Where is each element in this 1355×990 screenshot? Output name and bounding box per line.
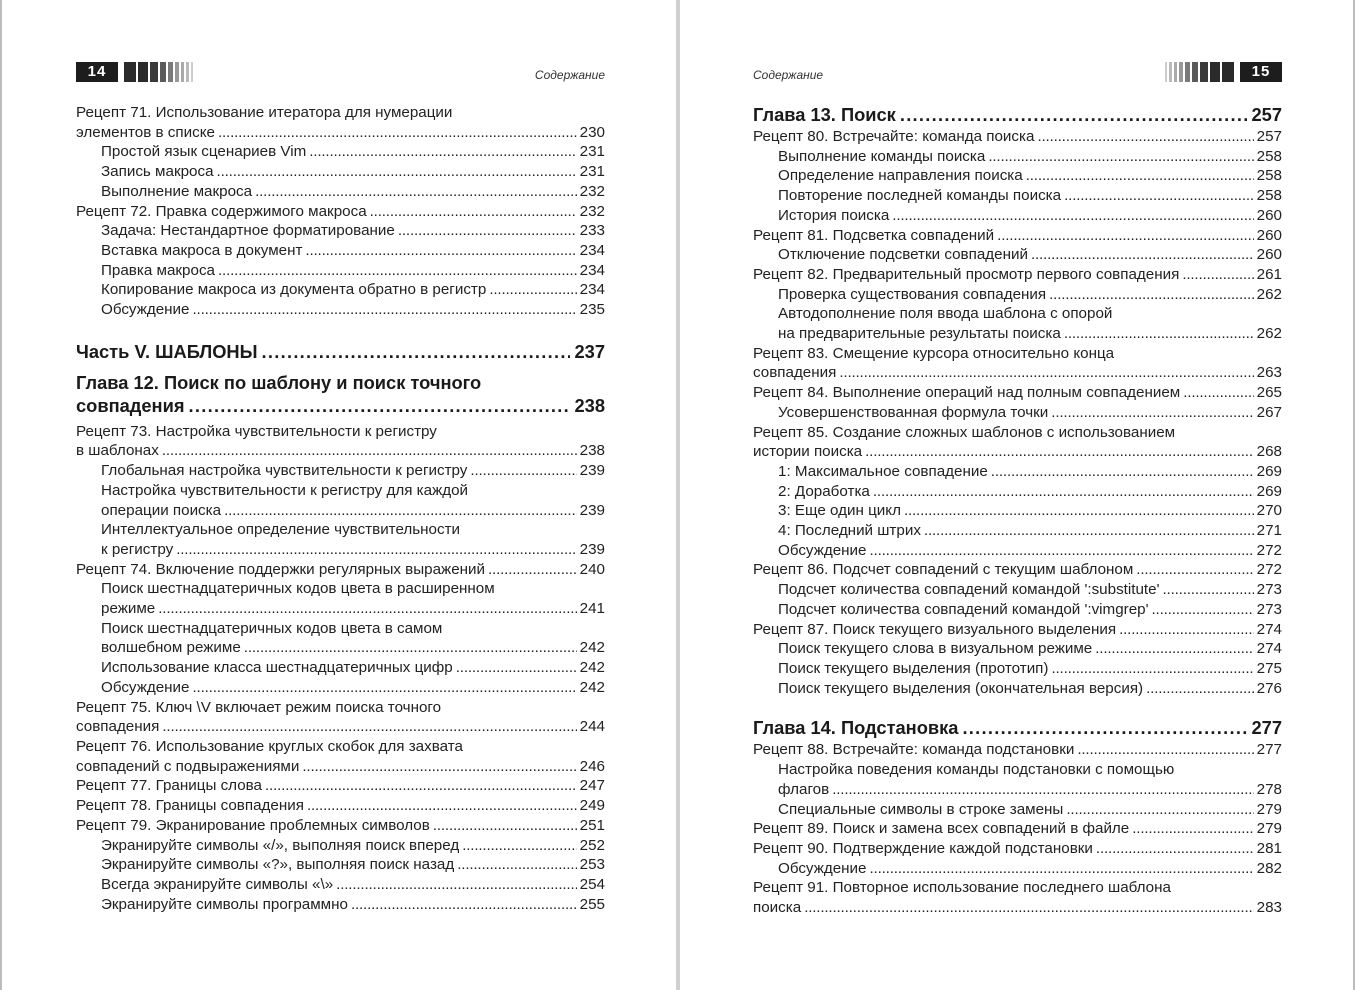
page-header <box>76 62 605 82</box>
page-number: 14 <box>76 62 118 82</box>
entry-title: Усовершенствованная формула точки <box>778 403 1049 421</box>
entry-title: Рецепт 88. Встречайте: команда подстановки <box>753 741 1075 759</box>
dot-leader <box>217 162 577 182</box>
toc-entry <box>753 403 1282 423</box>
entry-title: Обсуждение <box>101 301 190 319</box>
entry-title: История поиска <box>778 206 890 224</box>
toc-entry-line: Рецепт 75. Ключ \V включает режим поиска точного <box>76 698 442 716</box>
entry-title: Глобальная настройка чувствительности к регистру <box>101 462 468 480</box>
entry-title: поиска <box>753 899 802 917</box>
entry-page-number: 233 <box>579 222 605 240</box>
toc-entry <box>76 280 605 300</box>
entry-page-number: 238 <box>579 442 605 460</box>
entry-title: в шаблонах <box>76 442 159 460</box>
entry-title: Рецепт 77. Границы слова <box>76 777 263 795</box>
dot-leader <box>193 678 577 698</box>
entry-page-number: 235 <box>579 301 605 319</box>
entry-title: Отключение подсветки совпадений <box>778 246 1028 264</box>
dot-leader <box>1049 285 1254 305</box>
entry-title: Задача: Нестандартное форматирование <box>101 222 395 240</box>
dot-leader <box>900 103 1248 126</box>
toc-entry <box>753 462 1282 482</box>
entry-title: Рецепт 78. Границы совпадения <box>76 797 304 815</box>
dot-leader <box>218 261 577 281</box>
toc-entry-line: Рецепт 83. Смещение курсора относительно конца <box>753 344 1115 362</box>
dot-leader <box>870 541 1254 561</box>
entry-page-number: 231 <box>579 143 605 161</box>
dot-leader <box>1051 403 1253 423</box>
entry-page-number: 278 <box>1256 780 1282 798</box>
entry-page-number: 249 <box>579 797 605 815</box>
entry-title: Рецепт 80. Встречайте: команда поиска <box>753 128 1035 145</box>
toc-entry-line: Настройка чувствительности к регистру для каждой <box>101 481 469 499</box>
dot-leader <box>1095 639 1253 659</box>
entry-page-number: 237 <box>574 340 605 362</box>
entry-title: Поиск текущего выделения (прототип) <box>778 659 1049 677</box>
entry-title: Вставка макроса в документ <box>101 241 303 259</box>
entry-title: Правка макроса <box>101 261 215 279</box>
entry-title: Копирование макроса из документа обратно в регистр <box>101 281 487 299</box>
toc-entry <box>76 241 605 261</box>
entry-page-number: 240 <box>579 560 605 578</box>
entry-page-number: 241 <box>579 600 605 618</box>
entry-title: Специальные символы в строке замены <box>778 800 1064 818</box>
entry-title: 1: Максимальное совпадение <box>778 462 988 480</box>
toc-entry <box>76 261 605 281</box>
entry-page-number: 239 <box>579 540 605 558</box>
toc-entry <box>76 394 605 417</box>
toc-entry <box>753 501 1282 521</box>
entry-title: Экранируйте символы «/», выполняя поиск вперед <box>101 836 460 854</box>
entry-title: волшебном режиме <box>101 639 241 657</box>
entry-page-number: 239 <box>579 462 605 480</box>
toc-entry <box>753 800 1282 820</box>
toc-entry <box>76 300 605 320</box>
header-stripes <box>1163 62 1234 82</box>
entry-title: Выполнение команды поиска <box>778 147 986 165</box>
entry-page-number: 257 <box>1251 104 1282 125</box>
table-of-contents <box>76 103 605 914</box>
toc-entry <box>76 658 605 678</box>
toc-entry <box>753 206 1282 226</box>
dot-leader <box>839 363 1253 383</box>
entry-page-number: 252 <box>579 836 605 854</box>
toc-entry <box>753 324 1282 344</box>
entry-title: Рецепт 81. Подсветка совпадений <box>753 226 995 244</box>
table-of-contents <box>753 103 1282 918</box>
toc-entry <box>753 740 1282 760</box>
toc-entry-line: Рецепт 71. Использование итератора для нумерации <box>76 104 453 121</box>
entry-page-number: 269 <box>1256 462 1282 480</box>
toc-entry <box>753 226 1282 246</box>
toc-entry <box>76 501 605 521</box>
entry-page-number: 255 <box>579 895 605 913</box>
entry-page-number: 262 <box>1256 325 1282 343</box>
toc-entry <box>753 780 1282 800</box>
entry-title: Запись макроса <box>101 163 214 181</box>
toc-entry <box>76 717 605 737</box>
entry-title: Повторение последней команды поиска <box>778 187 1062 205</box>
entry-title: на предварительные результаты поиска <box>778 325 1061 343</box>
dot-leader <box>255 182 577 202</box>
entry-page-number: 265 <box>1256 384 1282 402</box>
entry-title: Выполнение макроса <box>101 182 253 200</box>
entry-page-number: 234 <box>579 241 605 259</box>
toc-entry <box>76 796 605 816</box>
toc-entry-line: Настройка поведения команды подстановки с помощью <box>778 761 1175 779</box>
chapter-heading <box>753 103 1282 126</box>
chapter-heading <box>753 716 1282 739</box>
entry-page-number: 238 <box>574 394 605 416</box>
entry-page-number: 257 <box>1256 128 1282 145</box>
toc-entry <box>753 521 1282 541</box>
dot-leader <box>162 441 577 461</box>
entry-page-number: 260 <box>1256 226 1282 244</box>
dot-leader <box>351 895 577 915</box>
toc-entry <box>76 776 605 796</box>
toc-entry <box>753 442 1282 462</box>
entry-title: Рецепт 82. Предварительный просмотр первого совпадения <box>753 265 1180 283</box>
entry-title: Обсуждение <box>778 859 867 877</box>
toc-entry <box>753 363 1282 383</box>
toc-entry <box>753 600 1282 620</box>
entry-page-number: 234 <box>579 261 605 279</box>
dot-leader <box>302 757 576 777</box>
toc-entry <box>76 461 605 481</box>
toc-entry <box>753 127 1282 147</box>
toc-entry-line: Рецепт 85. Создание сложных шаблонов с использованием <box>753 423 1176 441</box>
toc-entry <box>753 285 1282 305</box>
toc-entry <box>753 166 1282 186</box>
entry-title: режиме <box>101 600 156 618</box>
dot-leader <box>370 202 577 222</box>
toc-entry <box>76 441 605 461</box>
entry-title: к регистру <box>101 540 174 558</box>
toc-entry <box>753 482 1282 502</box>
toc-entry <box>753 620 1282 640</box>
entry-page-number: 232 <box>579 202 605 220</box>
entry-title: флагов <box>778 780 830 798</box>
entry-title: Рецепт 72. Правка содержимого макроса <box>76 202 367 220</box>
toc-entry <box>753 560 1282 580</box>
toc-entry-line: Рецепт 91. Повторное использование последнего шаблона <box>753 879 1171 897</box>
toc-entry <box>76 836 605 856</box>
toc-entry <box>753 898 1282 918</box>
dot-leader <box>904 501 1254 521</box>
entry-page-number: 253 <box>579 856 605 874</box>
dot-leader <box>1182 265 1253 285</box>
toc-entry <box>76 142 605 162</box>
dot-leader <box>1136 560 1253 580</box>
entry-page-number: 242 <box>579 678 605 696</box>
entry-title: Всегда экранируйте символы «\» <box>101 875 334 893</box>
entry-title: Обсуждение <box>778 541 867 559</box>
entry-title: Рецепт 84. Выполнение операций над полным совпадением <box>753 384 1181 402</box>
dot-leader <box>262 340 571 363</box>
entry-page-number: 276 <box>1256 679 1282 697</box>
toc-entry <box>76 599 605 619</box>
toc-entry <box>76 560 605 580</box>
dot-leader <box>488 560 577 580</box>
toc-entry <box>76 757 605 777</box>
entry-page-number: 274 <box>1256 640 1282 658</box>
entry-title: Рецепт 87. Поиск текущего визуального выделения <box>753 620 1117 638</box>
entry-page-number: 273 <box>1256 600 1282 618</box>
entry-title: Экранируйте символы «?», выполняя поиск назад <box>101 856 455 874</box>
entry-page-number: 274 <box>1256 620 1282 638</box>
dot-leader <box>892 206 1253 226</box>
entry-title: Простой язык сценариев Vim <box>101 143 307 161</box>
entry-page-number: 258 <box>1256 167 1282 185</box>
entry-page-number: 279 <box>1256 820 1282 838</box>
toc-entry <box>753 186 1282 206</box>
entry-page-number: 258 <box>1256 187 1282 205</box>
entry-title: операции поиска <box>101 501 222 519</box>
entry-page-number: 277 <box>1251 717 1282 739</box>
dot-leader <box>865 442 1254 462</box>
dot-leader <box>988 147 1253 167</box>
dot-leader <box>924 521 1254 541</box>
entry-page-number: 271 <box>1256 522 1282 540</box>
toc-entry <box>76 816 605 836</box>
dot-leader <box>873 482 1254 502</box>
entry-title: Рецепт 86. Подсчет совпадений с текущим шаблоном <box>753 561 1134 579</box>
dot-leader <box>218 123 577 143</box>
entry-page-number: 263 <box>1256 364 1282 382</box>
entry-title: Рецепт 79. Экранирование проблемных символов <box>76 816 430 834</box>
dot-leader <box>1096 839 1254 859</box>
dot-leader <box>1183 383 1253 403</box>
toc-entry <box>753 819 1282 839</box>
entry-title: 4: Последний штрих <box>778 522 921 540</box>
entry-page-number: 262 <box>1256 285 1282 303</box>
dot-leader <box>307 796 577 816</box>
dot-leader <box>336 875 576 895</box>
toc-entry <box>76 540 605 560</box>
entry-page-number: 281 <box>1256 839 1282 857</box>
entry-title: элементов в списке <box>76 123 215 141</box>
chapter-heading-line: Глава 12. Поиск по шаблону и поиск точного <box>76 371 482 393</box>
entry-page-number: 273 <box>1256 581 1282 599</box>
toc-entry <box>76 202 605 222</box>
entry-page-number: 272 <box>1256 561 1282 579</box>
dot-leader <box>962 716 1247 739</box>
toc-entry <box>753 659 1282 679</box>
entry-page-number: 277 <box>1256 741 1282 759</box>
dot-leader <box>1119 620 1254 640</box>
entry-page-number: 261 <box>1256 265 1282 283</box>
entry-page-number: 234 <box>579 281 605 299</box>
dot-leader <box>489 280 576 300</box>
entry-title: 2: Доработка <box>778 482 870 500</box>
dot-leader <box>305 241 576 261</box>
dot-leader <box>244 638 577 658</box>
dot-leader <box>1064 324 1254 344</box>
entry-page-number: 232 <box>579 182 605 200</box>
entry-title: Рецепт 74. Включение поддержки регулярных выражений <box>76 560 486 578</box>
dot-leader <box>470 461 576 481</box>
toc-entry-line: Поиск шестнадцатеричных кодов цвета в самом <box>101 619 443 637</box>
dot-leader <box>462 836 576 856</box>
toc-entry <box>76 638 605 658</box>
dot-leader <box>309 142 576 162</box>
entry-page-number: 247 <box>579 777 605 795</box>
dot-leader <box>224 501 577 521</box>
page-edge <box>0 0 2 990</box>
dot-leader <box>1026 166 1254 186</box>
part-heading <box>76 340 605 363</box>
entry-title: Глава 14. Подстановка <box>753 717 959 739</box>
entry-page-number: 230 <box>579 123 605 141</box>
entry-page-number: 268 <box>1256 443 1282 461</box>
dot-leader <box>804 898 1253 918</box>
entry-title: Определение направления поиска <box>778 167 1023 185</box>
entry-page-number: 254 <box>579 875 605 893</box>
dot-leader <box>193 300 577 320</box>
dot-leader <box>1163 580 1254 600</box>
entry-title: Часть V. ШАБЛОНЫ <box>76 340 258 362</box>
dot-leader <box>997 226 1254 246</box>
toc-entry-line: Интеллектуальное определение чувствительности <box>101 521 461 539</box>
entry-title: совпадения <box>76 394 185 416</box>
toc-entry <box>753 265 1282 285</box>
dot-leader <box>457 855 576 875</box>
entry-title: Экранируйте символы программно <box>101 895 348 913</box>
entry-page-number: 242 <box>579 659 605 677</box>
running-head: Содержание <box>534 68 605 82</box>
dot-leader <box>870 859 1254 879</box>
dot-leader <box>189 394 571 417</box>
entry-title: совпадения <box>76 718 160 736</box>
toc-entry <box>753 839 1282 859</box>
entry-page-number: 279 <box>1256 800 1282 818</box>
entry-title: Обсуждение <box>101 678 190 696</box>
entry-title: совпадений с подвыражениями <box>76 757 300 775</box>
toc-entry <box>753 679 1282 699</box>
entry-page-number: 267 <box>1256 403 1282 421</box>
toc-entry <box>753 383 1282 403</box>
toc-entry-line: Поиск шестнадцатеричных кодов цвета в расширенном <box>101 580 495 598</box>
entry-title: Поиск текущего слова в визуальном режиме <box>778 640 1093 658</box>
toc-entry <box>76 162 605 182</box>
dot-leader <box>398 221 577 241</box>
toc-entry <box>753 580 1282 600</box>
page-number: 15 <box>1240 62 1282 82</box>
entry-title: Подсчет количества совпадений командой ':substitute' <box>778 581 1160 599</box>
dot-leader <box>158 599 576 619</box>
toc-entry <box>76 123 605 143</box>
dot-leader <box>433 816 577 836</box>
entry-title: Рецепт 89. Поиск и замена всех совпадений в файле <box>753 820 1130 838</box>
entry-page-number: 244 <box>579 718 605 736</box>
entry-title: Рецепт 90. Подтверждение каждой подстановки <box>753 839 1093 857</box>
entry-page-number: 260 <box>1256 246 1282 264</box>
dot-leader <box>1037 127 1253 147</box>
entry-title: Использование класса шестнадцатеричных цифр <box>101 659 453 677</box>
running-head: Содержание <box>753 68 824 82</box>
dot-leader <box>1051 659 1253 679</box>
entry-title: Подсчет количества совпадений командой ':vimgrep' <box>778 600 1149 618</box>
entry-page-number: 269 <box>1256 482 1282 500</box>
entry-title: Поиск текущего выделения (окончательная версия) <box>778 679 1144 697</box>
toc-entry <box>76 221 605 241</box>
entry-page-number: 239 <box>579 501 605 519</box>
toc-entry <box>753 639 1282 659</box>
entry-title: совпадения <box>753 364 837 382</box>
dot-leader <box>265 776 577 796</box>
dot-leader <box>1146 679 1254 699</box>
header-stripes <box>124 62 195 82</box>
toc-entry-line: Рецепт 73. Настройка чувствительности к регистру <box>76 422 437 440</box>
dot-leader <box>1064 186 1254 206</box>
entry-page-number: 231 <box>579 163 605 181</box>
dot-leader <box>456 658 577 678</box>
entry-title: Проверка существования совпадения <box>778 285 1047 303</box>
toc-entry <box>76 855 605 875</box>
right-page <box>680 0 1355 990</box>
dot-leader <box>991 462 1254 482</box>
dot-leader <box>1031 245 1254 265</box>
entry-title: истории поиска <box>753 443 863 461</box>
dot-leader <box>176 540 576 560</box>
left-page <box>0 0 676 990</box>
toc-entry <box>753 147 1282 167</box>
toc-entry <box>76 875 605 895</box>
entry-page-number: 246 <box>579 757 605 775</box>
toc-entry-line: Автодополнение поля ввода шаблона с опорой <box>778 305 1113 323</box>
entry-page-number: 242 <box>579 639 605 657</box>
page-header <box>753 62 1282 82</box>
entry-page-number: 258 <box>1256 147 1282 165</box>
dot-leader <box>1077 740 1253 760</box>
toc-entry <box>76 182 605 202</box>
toc-entry <box>753 245 1282 265</box>
toc-entry <box>76 895 605 915</box>
toc-entry <box>753 541 1282 561</box>
entry-page-number: 282 <box>1256 859 1282 877</box>
entry-page-number: 251 <box>579 816 605 834</box>
entry-page-number: 275 <box>1256 659 1282 677</box>
entry-page-number: 260 <box>1256 206 1282 224</box>
entry-page-number: 272 <box>1256 541 1282 559</box>
toc-entry-line: Рецепт 76. Использование круглых скобок для захвата <box>76 737 463 755</box>
toc-entry <box>753 859 1282 879</box>
toc-entry <box>76 678 605 698</box>
entry-page-number: 270 <box>1256 502 1282 520</box>
dot-leader <box>832 780 1253 800</box>
entry-title: Глава 13. Поиск <box>753 104 896 125</box>
entry-title: 3: Еще один цикл <box>778 502 901 520</box>
dot-leader <box>1132 819 1253 839</box>
dot-leader <box>1066 800 1253 820</box>
chapter-heading <box>76 371 605 417</box>
entry-page-number: 283 <box>1256 899 1282 917</box>
dot-leader <box>162 717 576 737</box>
dot-leader <box>1152 600 1254 620</box>
